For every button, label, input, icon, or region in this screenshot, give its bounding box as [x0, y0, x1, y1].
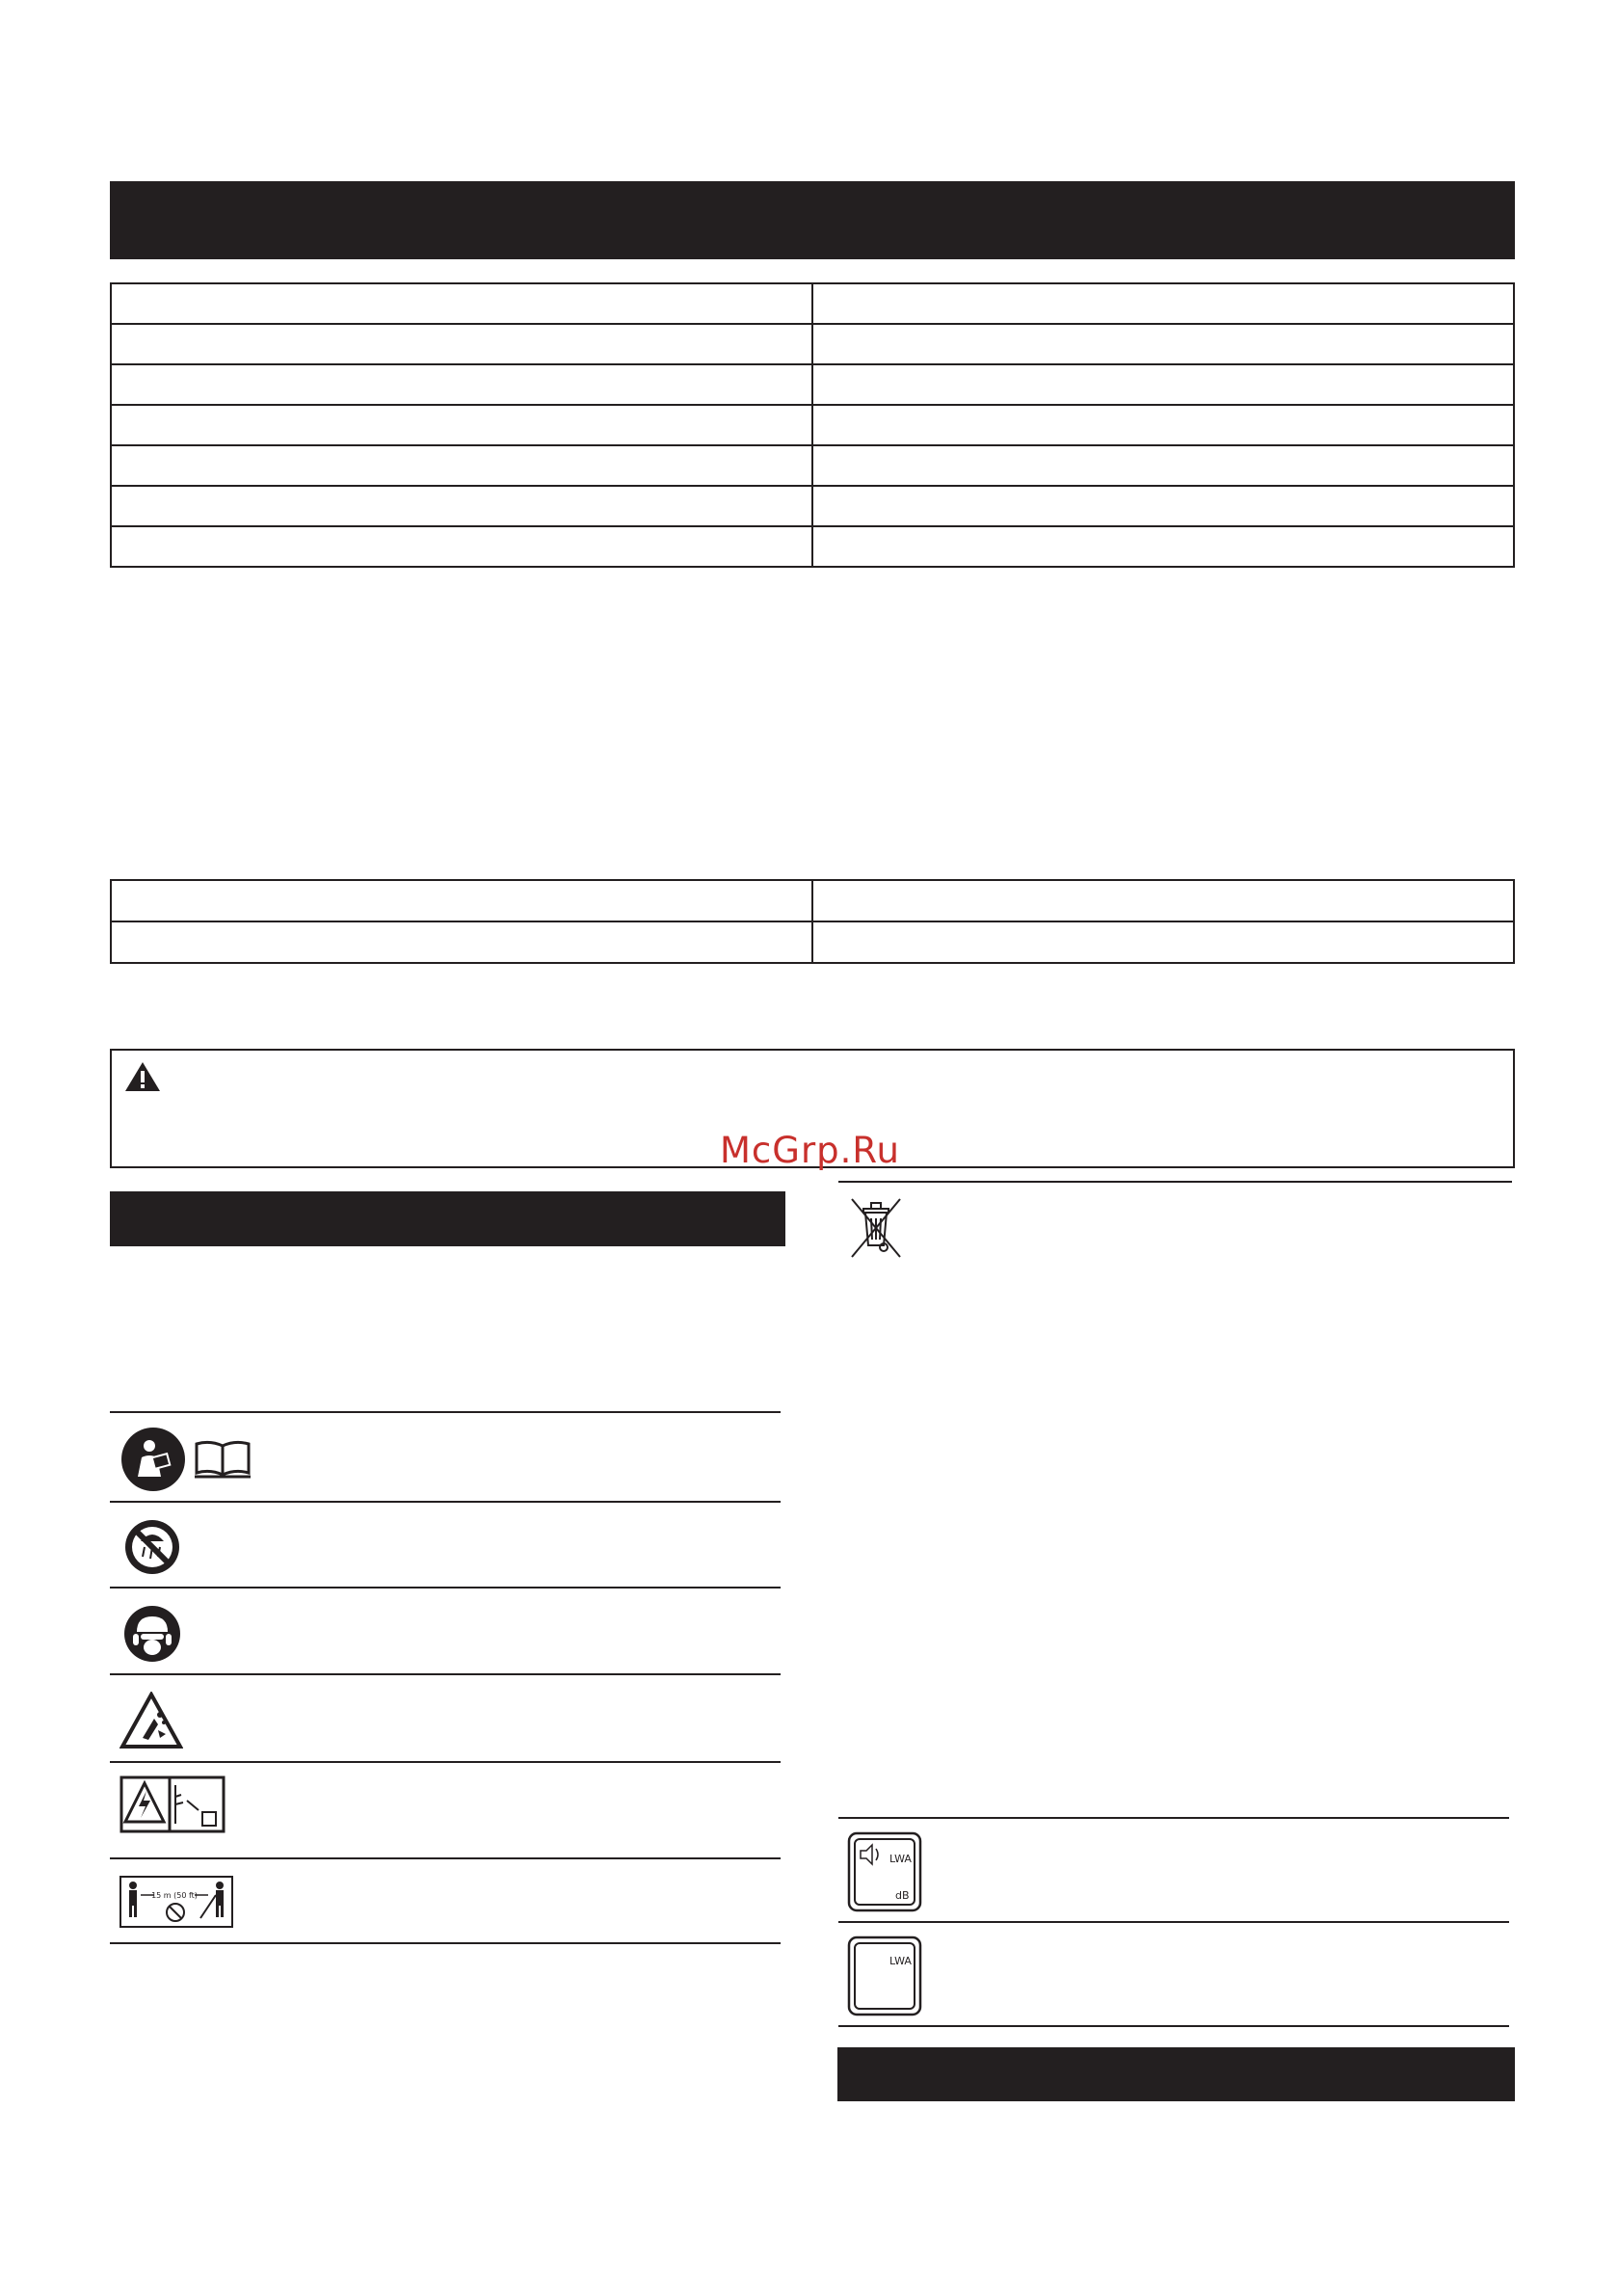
section-header-bar	[110, 181, 1515, 259]
table-cell	[812, 445, 1514, 486]
table-row	[111, 880, 1514, 921]
lwa-label: LWA	[889, 1955, 912, 1967]
sound-power-level-lwa-blank-icon	[847, 1936, 922, 2016]
electrocution-hazard-icon	[119, 1775, 225, 1833]
table-cell	[111, 405, 812, 445]
table-row	[111, 364, 1514, 405]
table-row	[111, 283, 1514, 324]
table-cell	[111, 486, 812, 526]
section-header-bar	[837, 2047, 1515, 2101]
table-row	[111, 921, 1514, 963]
divider	[110, 1857, 781, 1859]
distance-label: 15 m (50 ft)	[151, 1891, 198, 1900]
table-row	[111, 445, 1514, 486]
divider	[110, 1761, 781, 1763]
flying-debris-hazard-icon	[119, 1692, 183, 1749]
db-label: dB	[895, 1889, 910, 1902]
divider	[838, 2025, 1509, 2027]
table-cell	[111, 324, 812, 364]
keep-bystanders-away-icon	[119, 1876, 233, 1928]
table-cell	[111, 283, 812, 324]
table-cell	[812, 526, 1514, 567]
table-cell	[812, 880, 1514, 921]
table-cell	[812, 364, 1514, 405]
sound-power-level-lwa-icon	[847, 1831, 922, 1912]
table-cell	[812, 324, 1514, 364]
open-book-icon	[193, 1438, 252, 1481]
warning-triangle-icon	[123, 1060, 162, 1093]
divider	[838, 1921, 1509, 1923]
battery-table	[110, 879, 1515, 964]
crossed-out-wheelie-bin-icon	[848, 1197, 904, 1259]
table-cell	[812, 405, 1514, 445]
table-cell	[111, 364, 812, 405]
divider	[110, 1673, 781, 1675]
divider	[110, 1411, 781, 1413]
table-row	[111, 526, 1514, 567]
read-manual-icon	[120, 1427, 186, 1492]
table-cell	[111, 526, 812, 567]
divider	[838, 1817, 1509, 1819]
table-cell	[111, 445, 812, 486]
table-cell	[111, 921, 812, 963]
lwa-label: LWA	[889, 1853, 912, 1865]
divider	[110, 1501, 781, 1503]
table-cell	[812, 283, 1514, 324]
helmet-goggles-earmuffs-icon	[123, 1605, 181, 1663]
symbols-header-bar	[110, 1191, 785, 1246]
table-cell	[111, 880, 812, 921]
divider	[838, 1181, 1512, 1183]
no-rain-icon	[123, 1518, 181, 1576]
table-row	[111, 486, 1514, 526]
table-row	[111, 405, 1514, 445]
divider	[110, 1587, 781, 1589]
watermark: McGrp.Ru	[720, 1130, 900, 1171]
table-row	[111, 324, 1514, 364]
table-cell	[812, 921, 1514, 963]
table-cell	[812, 486, 1514, 526]
specification-table	[110, 282, 1515, 568]
divider	[110, 1942, 781, 1944]
